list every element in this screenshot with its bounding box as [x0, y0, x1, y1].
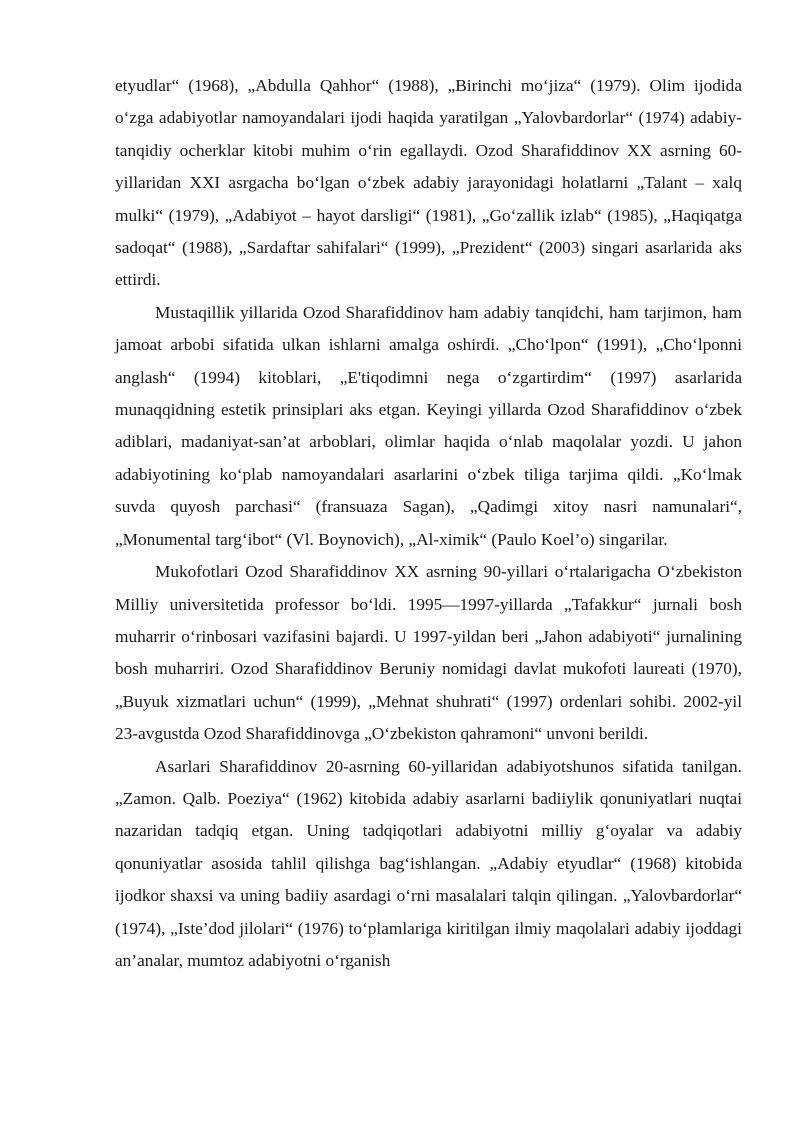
paragraph-independence-years: Mustaqillik yillarida Ozod Sharafiddinov ham adabiy tanqidchi, ham tarjimon, ham jamoat arbobi sifatida ulkan ishlarni amalga oshirdi. „Cho‘lpon“ (1991), „Cho‘lponni anglash“ (1994) kitoblari, „E'tiqodimni nega o‘zgartirdim“ (1997) asarlarida munaqqidning estetik prinsiplari aks etgan. Keyingi yillarda Ozod Sharafiddinov o‘zbek adiblari, madaniyat-san’at arboblari, olimlar haqida o‘nlab maqolalar yozdi. U jahon adabiyotining ko‘plab namoyandalari asarlarini o‘zbek tiliga tarjima qildi. „Ko‘lmak suvda quyosh parchasi“ (fransuaza Sagan), „Qadimgi xitoy nasri namunalari“, „Monumental targ‘ibot“ (Vl. Boynovich), „Al-ximik“ (Paulo Koel’o) singarilar.	[115, 302, 742, 549]
document-page	[115, 70, 742, 977]
paragraph-continuation: etyudlar“ (1968), „Abdulla Qahhor“ (1988), „Birinchi mo‘jiza“ (1979). Olim ijodida o‘zga adabiyotlar namoyandalari ijodi haqida yaratilgan „Yalovbardorlar“ (1974) adabiy-tanqidiy ocherklar kitobi muhim o‘rin egallaydi. Ozod Sharafiddinov XX asrning 60-yillaridan XXI asrgacha bo‘lgan o‘zbek adabiy jarayonidagi holatlarni „Talant – xalq mulki“ (1979), „Adabiyot – hayot darsligi“ (1981), „Go‘zallik izlab“ (1985), „Haqiqatga sadoqat“ (1988), „Sardaftar sahifalari“ (1999), „Prezident“ (2003) singari asarlarida aks ettirdi.	[115, 76, 742, 290]
paragraph-works: Asarlari Sharafiddinov 20-asrning 60-yillaridan adabiyotshunos sifatida tanilgan. „Zamon. Qalb. Poeziya“ (1962) kitobida adabiy asarlarni badiiylik qonuniyatlari nuqtai nazaridan tadqiq etgan. Uning tadqiqotlari adabiyotni milliy g‘oyalar va adabiy qonuniyatlar asosida tahlil qilishga bag‘ishlangan. „Adabiy etyudlar“ (1968) kitobida ijodkor shaxsi va uning badiiy asardagi o‘rni masalalari talqin qilingan. „Yalovbardorlar“ (1974), „Iste’dod jilolari“ (1976) to‘plamlariga kiritilgan ilmiy maqolalari adabiy ijoddagi an’analar, mumtoz adabiyotni o‘rganish	[115, 756, 742, 970]
paragraph-awards: Mukofotlari Ozod Sharafiddinov XX asrning 90-yillari o‘rtalarigacha O‘zbekiston Milliy universitetida professor bo‘ldi. 1995—1997-yillarda „Tafakkur“ jurnali bosh muharrir o‘rinbosari vazifasini bajardi. U 1997-yildan beri „Jahon adabiyoti“ jurnalining bosh muharriri. Ozod Sharafiddinov Beruniy nomidagi davlat mukofoti laureati (1970), „Buyuk xizmatlari uchun“ (1999), „Mehnat shuhrati“ (1997) ordenlari sohibi. 2002-yil 23-avgustda Ozod Sharafiddinovga „O‘zbekiston qahramoni“ unvoni berildi.	[115, 562, 742, 744]
